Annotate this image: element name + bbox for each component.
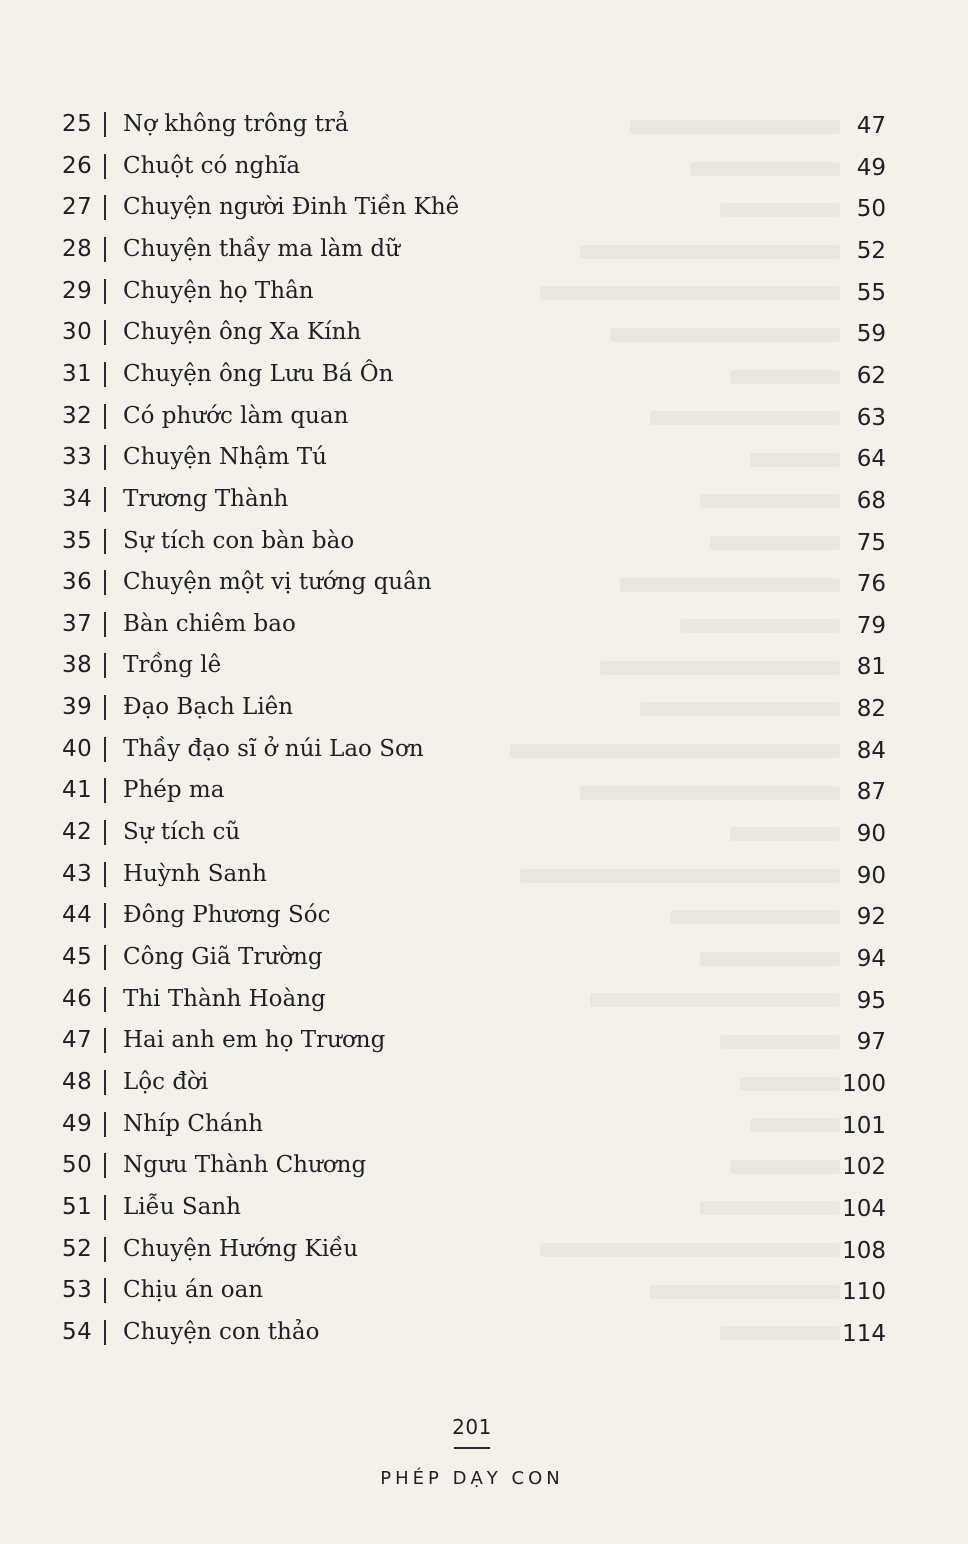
entry-title: Chuyện Nhậm Tú bbox=[123, 444, 327, 471]
toc-entry bbox=[0, 899, 968, 939]
entry-separator bbox=[104, 570, 106, 595]
running-title: PHÉP DẠY CON bbox=[380, 1468, 564, 1489]
entry-page-number: 90 bbox=[856, 821, 886, 848]
entry-number: 39 bbox=[62, 694, 93, 721]
entry-page-number: 97 bbox=[856, 1029, 886, 1056]
entry-number: 25 bbox=[62, 111, 93, 137]
entry-title: Trồng lê bbox=[123, 652, 222, 679]
entry-separator bbox=[104, 195, 106, 220]
toc-entry bbox=[0, 1108, 968, 1148]
toc-entry bbox=[0, 1274, 968, 1314]
entry-page-number: 62 bbox=[856, 362, 886, 389]
entry-number: 48 bbox=[62, 1068, 93, 1095]
entry-title: Sự tích cũ bbox=[123, 819, 241, 846]
entry-number: 41 bbox=[62, 777, 93, 804]
entry-number: 33 bbox=[62, 444, 93, 471]
toc-entry bbox=[0, 816, 968, 856]
entry-separator bbox=[104, 862, 106, 887]
entry-separator bbox=[104, 279, 106, 304]
entry-separator bbox=[104, 529, 106, 554]
entry-page-number: 95 bbox=[856, 987, 886, 1014]
entry-number: 26 bbox=[62, 152, 93, 179]
toc-entry bbox=[0, 1066, 968, 1106]
entry-page-number: 104 bbox=[842, 1195, 886, 1222]
entry-separator bbox=[104, 737, 106, 762]
entry-number: 46 bbox=[62, 985, 93, 1012]
entry-number: 32 bbox=[62, 402, 93, 429]
entry-number: 45 bbox=[62, 944, 93, 970]
entry-separator bbox=[104, 1153, 106, 1178]
toc-entry bbox=[0, 608, 968, 648]
entry-title: Chuột có nghĩa bbox=[123, 152, 301, 179]
toc-entry bbox=[0, 275, 968, 315]
entry-number: 52 bbox=[62, 1235, 93, 1262]
entry-title: Có phước làm quan bbox=[123, 402, 349, 429]
toc-entry bbox=[0, 191, 968, 231]
entry-number: 29 bbox=[62, 277, 93, 304]
entry-title: Chuyện họ Thân bbox=[123, 277, 314, 304]
entry-page-number: 68 bbox=[856, 487, 886, 514]
page-number-rule bbox=[454, 1447, 490, 1449]
entry-number: 54 bbox=[62, 1318, 93, 1345]
entry-page-number: 59 bbox=[856, 321, 886, 348]
entry-page-number: 55 bbox=[856, 279, 886, 306]
entry-page-number: 108 bbox=[842, 1237, 886, 1264]
entry-title: Chuyện ông Lưu Bá Ôn bbox=[123, 360, 394, 387]
toc-entry bbox=[0, 1191, 968, 1231]
entry-title: Thi Thành Hoàng bbox=[123, 985, 326, 1012]
entry-number: 37 bbox=[62, 610, 93, 637]
entry-title: Liễu Sanh bbox=[123, 1193, 241, 1220]
toc-entry bbox=[0, 691, 968, 731]
toc-entry bbox=[0, 1149, 968, 1189]
toc-entry bbox=[0, 525, 968, 565]
toc-entry bbox=[0, 150, 968, 190]
entry-title: Chuyện con thảo bbox=[123, 1318, 320, 1345]
entry-title: Đông Phương Sóc bbox=[123, 902, 331, 929]
entry-separator bbox=[104, 112, 106, 137]
entry-separator bbox=[104, 445, 106, 470]
entry-page-number: 92 bbox=[856, 904, 886, 931]
toc-entry bbox=[0, 1024, 968, 1064]
entry-number: 44 bbox=[62, 902, 93, 929]
entry-title: Chuyện một vị tướng quân bbox=[123, 569, 432, 596]
entry-page-number: 75 bbox=[856, 529, 886, 556]
entry-title: Chuyện người Đinh Tiền Khê bbox=[123, 194, 460, 221]
entry-number: 43 bbox=[62, 860, 93, 887]
entry-title: Nhíp Chánh bbox=[123, 1110, 264, 1137]
entry-title: Nợ không trông trả bbox=[123, 111, 349, 137]
toc-entry bbox=[0, 858, 968, 898]
entry-number: 40 bbox=[62, 735, 93, 762]
toc-entry bbox=[0, 441, 968, 481]
entry-page-number: 101 bbox=[842, 1112, 886, 1139]
toc-entry bbox=[0, 400, 968, 440]
toc-entry bbox=[0, 358, 968, 398]
entry-separator bbox=[104, 653, 106, 678]
entry-page-number: 49 bbox=[856, 154, 886, 181]
toc-entry bbox=[0, 1233, 968, 1273]
toc-entry bbox=[0, 566, 968, 606]
toc-entry bbox=[0, 941, 968, 981]
entry-title: Ngưu Thành Chương bbox=[123, 1152, 367, 1179]
entry-number: 42 bbox=[62, 819, 93, 846]
entry-number: 35 bbox=[62, 527, 93, 554]
entry-title: Huỳnh Sanh bbox=[123, 860, 267, 887]
entry-separator bbox=[104, 612, 106, 637]
entry-number: 38 bbox=[62, 652, 93, 679]
entry-title: Bàn chiêm bao bbox=[123, 610, 296, 637]
entry-number: 53 bbox=[62, 1277, 93, 1304]
entry-number: 27 bbox=[62, 194, 93, 221]
entry-separator bbox=[104, 903, 106, 928]
entry-page-number: 87 bbox=[856, 779, 886, 806]
entry-page-number: 90 bbox=[856, 862, 886, 889]
entry-title: Công Giã Trường bbox=[123, 944, 323, 970]
entry-page-number: 64 bbox=[856, 446, 886, 473]
entry-number: 28 bbox=[62, 235, 93, 262]
entry-title: Lộc đời bbox=[123, 1068, 209, 1095]
entry-page-number: 94 bbox=[856, 946, 886, 972]
entry-title: Chuyện thầy ma làm dữ bbox=[123, 235, 400, 262]
entry-title: Trương Thành bbox=[123, 485, 289, 512]
entry-page-number: 50 bbox=[856, 196, 886, 223]
entry-page-number: 100 bbox=[842, 1070, 886, 1097]
entry-separator bbox=[104, 945, 106, 970]
entry-number: 47 bbox=[62, 1027, 93, 1054]
entry-separator bbox=[104, 1070, 106, 1095]
toc-entry bbox=[0, 233, 968, 273]
entry-page-number: 47 bbox=[856, 113, 886, 139]
toc-entry bbox=[0, 316, 968, 356]
entry-separator bbox=[104, 1237, 106, 1262]
entry-title: Thầy đạo sĩ ở núi Lao Sơn bbox=[123, 735, 424, 762]
entry-number: 50 bbox=[62, 1152, 93, 1179]
entry-number: 36 bbox=[62, 569, 93, 596]
entry-page-number: 102 bbox=[842, 1154, 886, 1181]
entry-separator bbox=[104, 1278, 106, 1303]
entry-title: Chuyện ông Xa Kính bbox=[123, 319, 362, 346]
entry-page-number: 81 bbox=[856, 654, 886, 681]
entry-separator bbox=[104, 778, 106, 803]
entry-page-number: 110 bbox=[842, 1279, 886, 1306]
entry-number: 34 bbox=[62, 485, 93, 512]
entry-title: Sự tích con bàn bào bbox=[123, 527, 355, 554]
entry-separator bbox=[104, 237, 106, 262]
entry-separator bbox=[104, 404, 106, 429]
entry-number: 49 bbox=[62, 1110, 93, 1137]
entry-separator bbox=[104, 1320, 106, 1345]
entry-page-number: 79 bbox=[856, 612, 886, 639]
entry-title: Chuyện Hướng Kiều bbox=[123, 1235, 359, 1262]
toc-entry bbox=[0, 774, 968, 814]
entry-separator bbox=[104, 320, 106, 345]
toc-entry bbox=[0, 983, 968, 1023]
toc-entry bbox=[0, 649, 968, 689]
entry-page-number: 76 bbox=[856, 571, 886, 598]
entry-number: 30 bbox=[62, 319, 93, 346]
entry-separator bbox=[104, 1195, 106, 1220]
entry-title: Hai anh em họ Trương bbox=[123, 1027, 386, 1054]
entry-separator bbox=[104, 154, 106, 179]
entry-separator bbox=[104, 1028, 106, 1053]
toc-entry bbox=[0, 483, 968, 523]
entry-separator bbox=[104, 820, 106, 845]
entry-separator bbox=[104, 487, 106, 512]
entry-separator bbox=[104, 695, 106, 720]
entry-number: 51 bbox=[62, 1193, 93, 1220]
entry-number: 31 bbox=[62, 360, 93, 387]
entry-separator bbox=[104, 362, 106, 387]
entry-separator bbox=[104, 1112, 106, 1137]
page-number: 201 bbox=[452, 1415, 492, 1439]
toc-entry bbox=[0, 733, 968, 773]
entry-page-number: 82 bbox=[856, 696, 886, 723]
entry-page-number: 114 bbox=[842, 1320, 886, 1347]
entry-title: Đạo Bạch Liên bbox=[123, 694, 294, 721]
entry-page-number: 63 bbox=[856, 404, 886, 431]
entry-title: Phép ma bbox=[123, 777, 225, 804]
entry-title: Chịu án oan bbox=[123, 1277, 264, 1304]
entry-page-number: 52 bbox=[856, 237, 886, 264]
entry-separator bbox=[104, 987, 106, 1012]
entry-page-number: 84 bbox=[856, 737, 886, 764]
toc-entry bbox=[0, 108, 968, 148]
toc-entry bbox=[0, 1316, 968, 1356]
